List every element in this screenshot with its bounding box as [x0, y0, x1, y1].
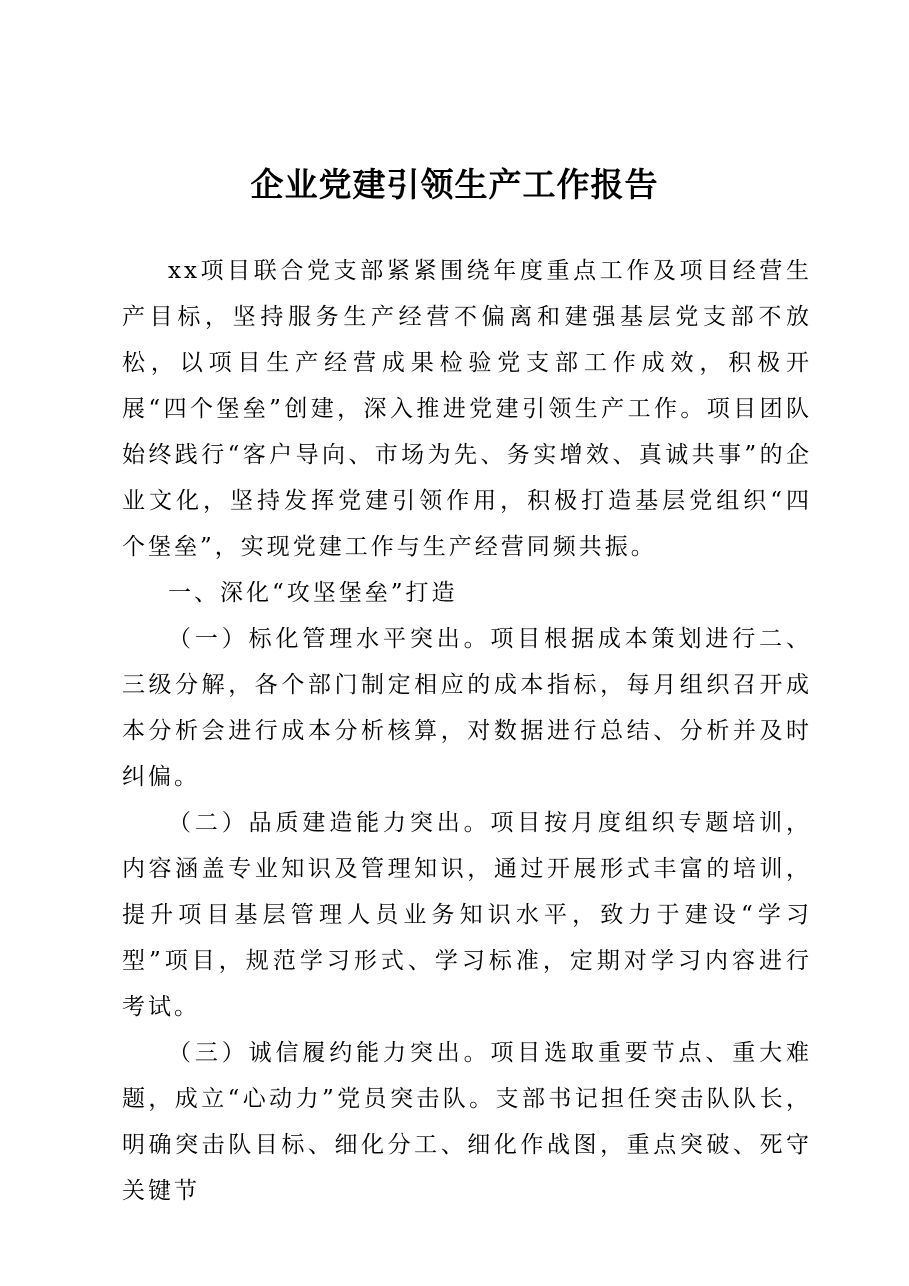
section-item-1: （一）标化管理水平突出。项目根据成本策划进行二、三级分解，各个部门制定相应的成本指标，每月组织召开成本分析会进行成本分析核算，对数据进行总结、分析并及时纠偏。 [122, 626, 812, 790]
intro-paragraph: xx项目联合党支部紧紧围绕年度重点工作及项目经营生产目标，坚持服务生产经营不偏离和建强基层党支部不放松，以项目生产经营成果检验党支部工作成效，积极开展“四个堡垒”创建，深入推进党建引领生产工作。项目团队始终践行“客户导向、市场为先、务实增效、真诚共事”的企业文化，坚持发挥党建引领作用，积极打造基层党组织“四个堡垒”，实现党建工作与生产经营同频共振。 [122, 258, 812, 560]
section-item-2: （二）品质建造能力突出。项目按月度组织专题培训，内容涵盖专业知识及管理知识，通过开展形式丰富的培训，提升项目基层管理人员业务知识水平，致力于建设“学习型”项目，规范学习形式、学习标准，定期对学习内容进行考试。 [122, 810, 812, 1020]
document-body [122, 248, 812, 1214]
document-title: 企业党建引领生产工作报告 [250, 165, 659, 204]
section-item-3: （三）诚信履约能力突出。项目选取重要节点、重大难题，成立“心动力”党员突击队。支部书记担任突击队队长，明确突击队目标、细化分工、细化作战图，重点突破、死守关键节 [122, 1040, 812, 1204]
section-heading-1: 一、深化“攻坚堡垒”打造 [168, 580, 458, 606]
